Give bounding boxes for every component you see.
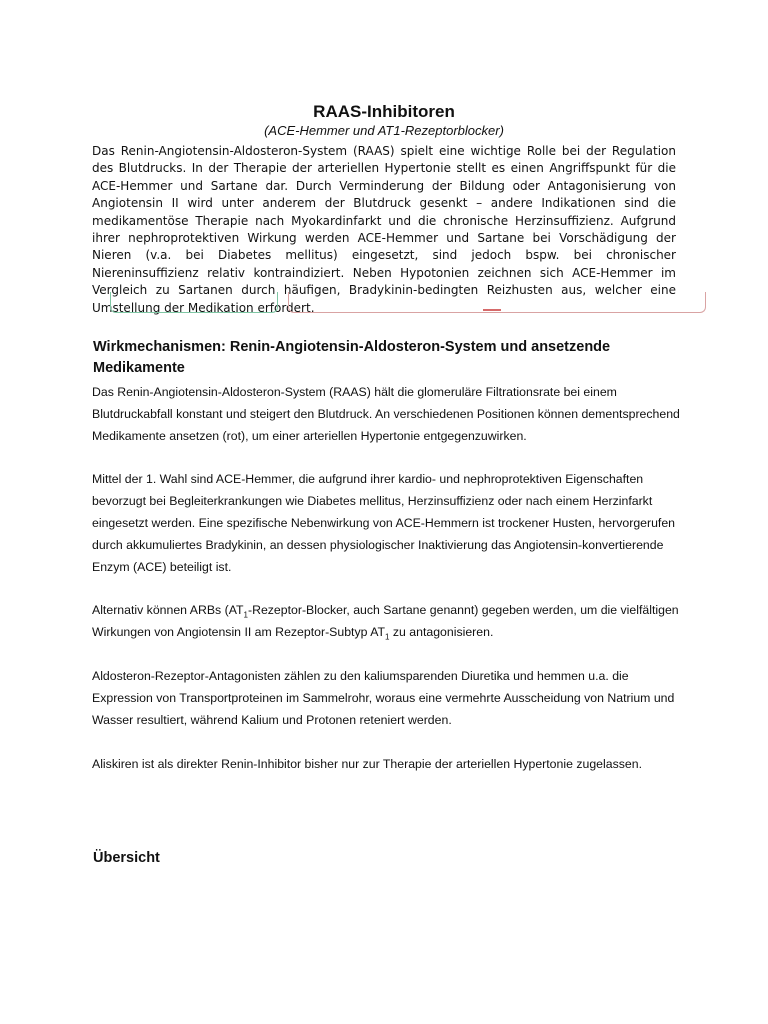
paragraph-ace-hemmer: Mittel der 1. Wahl sind ACE-Hemmer, die aufgrund ihrer kardio- und nephroprotektiven Eigenschaften bevorzugt bei Begleiterkrankungen wie Diabetes mellitus, Herzinsuffizienz oder nach einem Herzinfarkt eingesetzt werden. Eine spezifische Nebenwirkung von ACE-Hemmern ist trockener Husten, hervorgerufen durch akkumuliertes Bradykinin, an dessen physiologischer Inaktivierung das Angiotensin-konvertierende Enzym (ACE) beteiligt ist.	[92, 472, 676, 574]
intro-paragraph: Das Renin-Angiotensin-Aldosteron-System (RAAS) spielt eine wichtige Rolle bei der Regulation des Blutdrucks. In der Therapie der arteriellen Hypertonie stellt es einen Angriffspunkt für die ACE-Hemmer und Sartane dar. Durch Verminderung der Bildung oder Antagonisierung von Angiotensin II wird unter anderem der Blutdruck gesenkt – andere Indikationen sind die medikamentöse Therapie nach Myokardinfarkt und die chronische Herzinsuffizienz. Aufgrund ihrer nephroprotektiven Wirkung werden ACE-Hemmer und Sartane bei Vorschädigung der Nieren (v.a. bei Diabetes mellitus) eingesetzt, sind jedoch bspw. bei chronischer Niereninsuffizienz relativ kontraindiziert. Neben Hypotonien zeichnen sich ACE-Hemmer im Vergleich zu Sartanen durch häufigen, Bradykinin-bedingten Reizhusten aus, welcher eine Umstellung der Medikation erfordert.	[92, 144, 676, 315]
paragraph-arbs-part-1: Alternativ können ARBs (AT	[92, 603, 244, 617]
figure-red-mark	[483, 309, 501, 311]
section-heading-wirkmechanismen: Wirkmechanismen: Renin-Angiotensin-Aldosteron-System und ansetzende Medikamente	[93, 339, 611, 376]
subscript-1: 1	[243, 610, 248, 620]
paragraph-raas: Das Renin-Angiotensin-Aldosteron-System (RAAS) hält die glomeruläre Filtrationsrate bei einem Blutdruckabfall konstant und steigert den Blutdruck. An verschiedenen Positionen können dementsprechend Medikamente ansetzen (rot), um einer arteriellen Hypertonie entgegenzuwirken.	[92, 385, 680, 443]
document-subtitle: (ACE-Hemmer und AT1-Rezeptorblocker)	[264, 123, 504, 138]
paragraph-aliskiren: Aliskiren ist als direkter Renin-Inhibitor bisher nur zur Therapie der arteriellen Hypertonie zugelassen.	[92, 757, 642, 771]
overview-heading: Übersicht	[93, 850, 160, 866]
document-title: RAAS-Inhibitoren	[313, 102, 455, 121]
paragraph-arbs-part-2: -Rezeptor-Blocker, auch Sartane genannt) gegeben werden, um die vielfältigen Wirkungen von Angiotensin II am Rezeptor-Subtyp AT	[92, 603, 679, 639]
subscript-1: 1	[385, 632, 390, 642]
figure-box-green	[110, 292, 278, 313]
paragraph-arbs	[92, 599, 682, 643]
paragraph-aldosteron-antagonisten: Aldosteron-Rezeptor-Antagonisten zählen zu den kaliumsparenden Diuretika und hemmen u.a. die Expression von Transportproteinen im Sammelrohr, woraus eine vermehrte Ausscheidung von Natrium und Wasser resultiert, während Kalium und Protonen reteniert werden.	[92, 669, 675, 727]
paragraph-arbs-part-3: zu antagonisieren.	[389, 625, 494, 639]
